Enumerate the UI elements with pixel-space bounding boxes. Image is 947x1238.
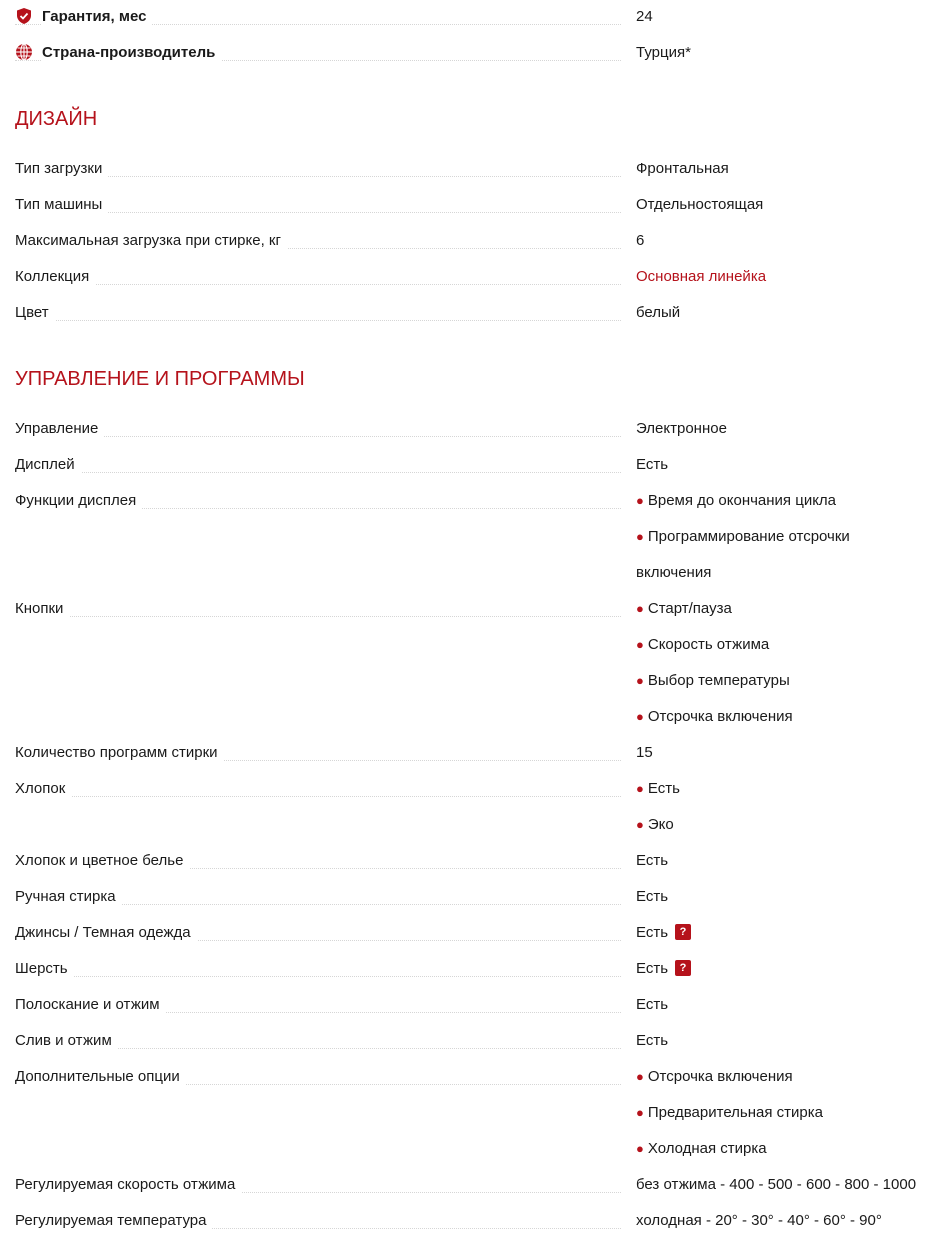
bullet-icon: ● — [636, 816, 644, 832]
spec-value: Фронтальная — [636, 159, 729, 177]
spec-label: Количество программ стирки — [15, 744, 224, 761]
spec-row — [0, 1166, 947, 1202]
spec-value: Есть ? — [636, 950, 947, 986]
spec-label: Коллекция — [15, 268, 95, 285]
spec-value-item: ● Предварительная стирка — [636, 1103, 823, 1121]
spec-label: Регулируемая скорость отжима — [15, 1176, 241, 1193]
spec-label: Хлопок — [15, 780, 71, 797]
bullet-icon: ● — [636, 636, 644, 652]
spec-value: 15 — [636, 743, 653, 761]
spec-row-country — [0, 34, 947, 70]
bullet-icon: ● — [636, 1104, 644, 1120]
spec-row — [0, 842, 947, 878]
spec-value: Есть — [636, 995, 669, 1013]
spec-row — [0, 878, 947, 914]
spec-label: Тип машины — [15, 196, 108, 213]
spec-label: Кнопки — [15, 600, 69, 617]
spec-label: Управление — [15, 420, 104, 437]
spec-label: Максимальная загрузка при стирке, кг — [15, 232, 287, 249]
section-title-controls: УПРАВЛЕНИЕ И ПРОГРАММЫ — [15, 367, 305, 390]
bullet-icon: ● — [636, 1140, 644, 1156]
shield-check-icon — [15, 7, 33, 25]
spec-label: Тип загрузки — [15, 160, 108, 177]
spec-value: Турция* — [636, 43, 691, 61]
dotted-leader — [15, 436, 621, 437]
spec-label: Цвет — [15, 304, 55, 321]
spec-row-warranty — [0, 0, 947, 34]
spec-row — [0, 410, 947, 446]
dotted-leader — [15, 796, 621, 797]
spec-value-item: ● Эко — [636, 815, 674, 833]
bullet-icon: ● — [636, 1068, 644, 1084]
spec-row — [0, 186, 947, 222]
spec-row — [0, 1202, 947, 1238]
spec-label: Хлопок и цветное белье — [15, 852, 189, 869]
spec-value-item: ● Холодная стирка — [636, 1139, 767, 1157]
spec-value — [636, 258, 947, 294]
spec-row — [0, 1022, 947, 1058]
spec-value-item: ● Время до окончания цикла — [636, 491, 837, 509]
bullet-icon: ● — [636, 492, 644, 508]
spec-value-item: ● Старт/пауза — [636, 599, 732, 617]
controls-spec-list — [0, 410, 947, 1238]
spec-value: Есть — [636, 1031, 669, 1049]
spec-label: Функции дисплея — [15, 492, 142, 509]
dotted-leader — [15, 320, 621, 321]
spec-row — [0, 294, 947, 330]
spec-label: Дисплей — [15, 456, 81, 473]
bullet-icon: ● — [636, 528, 644, 544]
spec-value-item: ● Выбор температуры — [636, 671, 790, 689]
spec-row — [0, 590, 947, 734]
spec-label: Дополнительные опции — [15, 1068, 186, 1085]
spec-value: Электронное — [636, 419, 727, 437]
spec-label: Ручная стирка — [15, 888, 122, 905]
spec-row — [0, 950, 947, 986]
dotted-leader — [15, 284, 621, 285]
section-title-design: ДИЗАЙН — [15, 107, 98, 130]
spec-value-item: ● Есть — [636, 779, 680, 797]
spec-row — [0, 986, 947, 1022]
bullet-icon: ● — [636, 780, 644, 796]
spec-value: холодная - 20° - 30° - 40° - 60° - 90° — [636, 1211, 882, 1229]
spec-value: 6 — [636, 231, 645, 249]
dotted-leader — [15, 616, 621, 617]
design-spec-list — [0, 150, 947, 330]
spec-value-item: ● Скорость отжима — [636, 635, 770, 653]
bullet-icon: ● — [636, 600, 644, 616]
spec-row — [0, 150, 947, 186]
help-icon[interactable]: ? — [675, 960, 691, 976]
help-icon[interactable]: ? — [675, 924, 691, 940]
spec-value: 24 — [636, 7, 653, 25]
dotted-leader — [15, 976, 621, 977]
spec-value: Есть — [636, 887, 669, 905]
spec-value-item: ● Программирование отсрочки — [636, 527, 850, 545]
bullet-icon: ● — [636, 672, 644, 688]
spec-value-item: ● Отсрочка включения — [636, 1067, 793, 1085]
spec-value: белый — [636, 303, 681, 321]
spec-row — [0, 734, 947, 770]
spec-value: Есть — [636, 455, 669, 473]
spec-value-item: включения — [636, 563, 712, 581]
dotted-leader — [15, 472, 621, 473]
bullet-icon: ● — [636, 708, 644, 724]
spec-row — [0, 770, 947, 842]
collection-link[interactable]: Основная линейка — [636, 267, 767, 285]
spec-value: Отдельностоящая — [636, 195, 764, 213]
spec-value-item: ● Отсрочка включения — [636, 707, 793, 725]
spec-label: Страна-производитель — [42, 44, 221, 61]
spec-row — [0, 446, 947, 482]
spec-value: без отжима - 400 - 500 - 600 - 800 - 1000 — [636, 1175, 917, 1193]
spec-label: Шерсть — [15, 960, 74, 977]
spec-row — [0, 258, 947, 294]
spec-label: Регулируемая температура — [15, 1212, 212, 1229]
spec-label: Гарантия, мес — [42, 8, 152, 25]
spec-row — [0, 222, 947, 258]
spec-label: Полоскание и отжим — [15, 996, 166, 1013]
spec-row — [0, 482, 947, 590]
spec-row — [0, 914, 947, 950]
spec-row — [0, 1058, 947, 1166]
globe-icon — [15, 43, 33, 61]
spec-value: Есть — [636, 851, 669, 869]
spec-label: Джинсы / Темная одежда — [15, 924, 197, 941]
spec-value: Есть ? — [636, 914, 947, 950]
spec-label: Слив и отжим — [15, 1032, 118, 1049]
